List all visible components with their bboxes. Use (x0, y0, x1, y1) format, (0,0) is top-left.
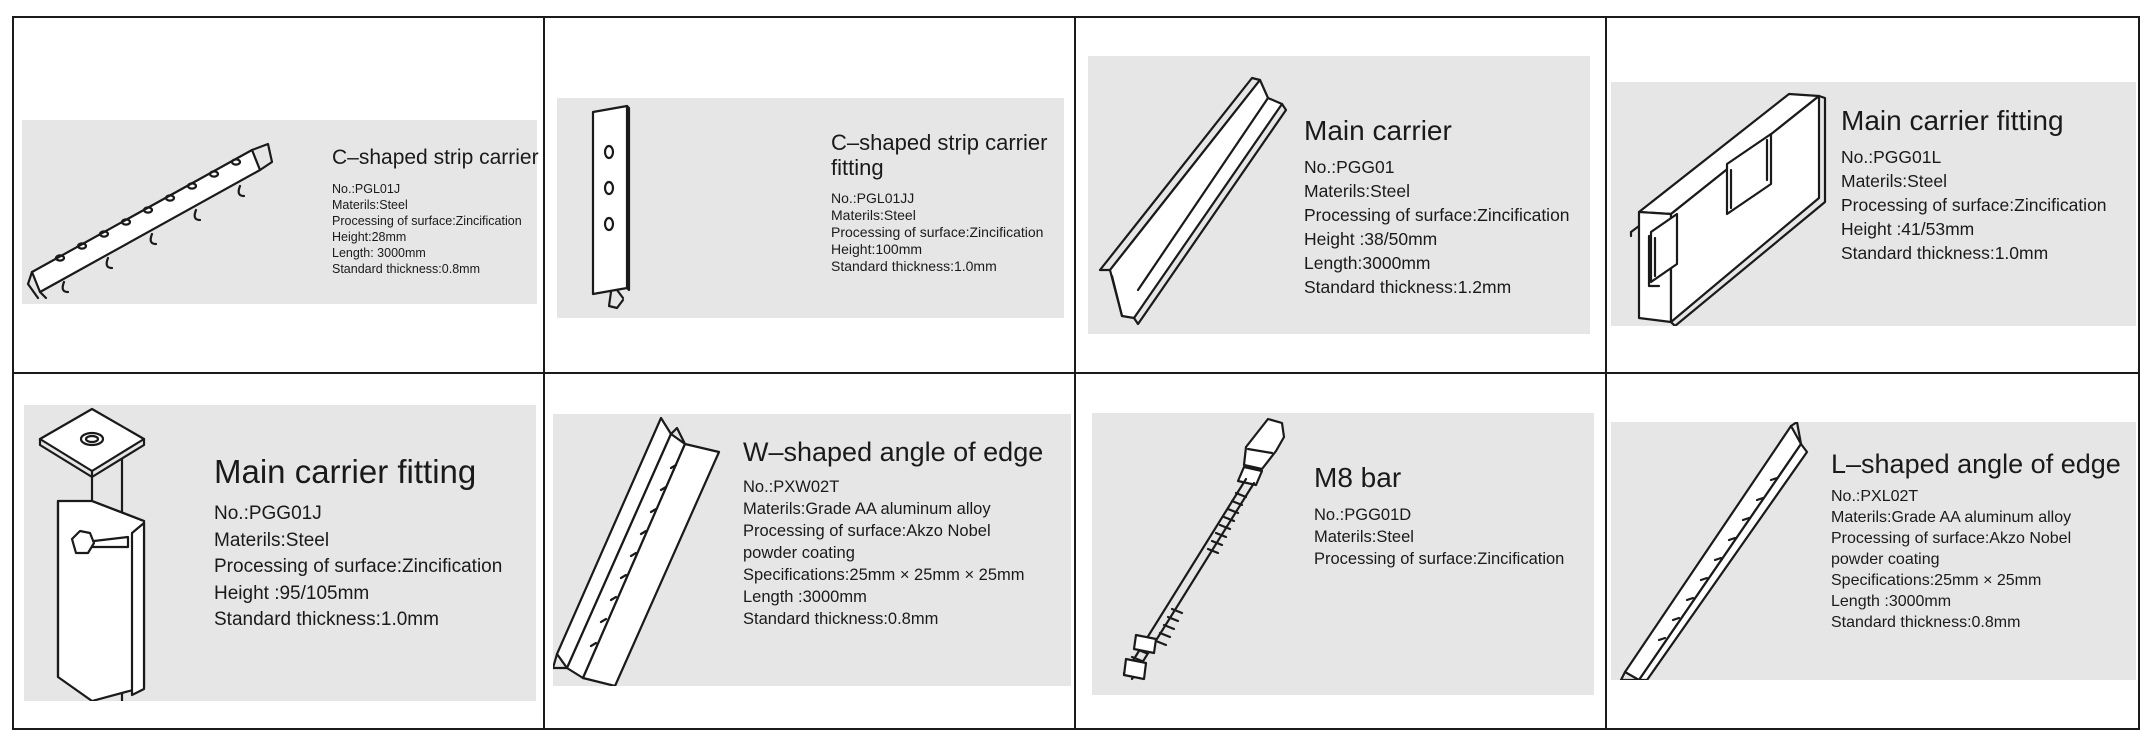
product-surface: Processing of surface:Akzo Nobel (743, 522, 991, 540)
product-thickness: Standard thickness:1.0mm (831, 258, 997, 274)
product-card-pgg01l (1607, 18, 2138, 374)
product-coating: powder coating (743, 544, 855, 562)
product-surface: Processing of surface:Zincification (1841, 195, 2107, 215)
product-title: L–shaped angle of edge (1831, 449, 2121, 479)
product-card-pgg01 (1076, 18, 1607, 374)
product-title: M8 bar (1314, 462, 1402, 493)
product-panel (1088, 56, 1590, 334)
product-number: No.:PXW02T (743, 478, 840, 496)
product-grid (12, 16, 2140, 730)
product-card-pgg01d (1076, 374, 1607, 728)
product-thickness: Standard thickness:1.0mm (214, 609, 439, 630)
product-surface: Processing of surface:Akzo Nobel (1831, 530, 2072, 547)
product-height: Height :95/105mm (214, 582, 370, 604)
product-material: Materils:Steel (1304, 181, 1411, 201)
product-number: No.:PGG01L (1841, 147, 1942, 167)
c-shaped-strip-carrier-icon (24, 122, 274, 302)
product-surface: Processing of surface:Zincification (214, 556, 503, 577)
product-card-pgl01jj (545, 18, 1076, 374)
product-surface: Processing of surface:Zincification (1304, 205, 1570, 225)
product-title: Main carrier fitting (1841, 105, 2064, 136)
product-panel (557, 98, 1064, 318)
m8-bar-icon (1096, 413, 1336, 695)
product-panel (1092, 413, 1594, 695)
product-length: Length :3000mm (1831, 593, 1952, 610)
product-card-pgl01j (14, 18, 545, 374)
product-height: Height:100mm (831, 241, 923, 257)
main-carrier-fitting-icon (1619, 86, 1831, 326)
product-thickness: Standard thickness:0.8mm (1831, 614, 2021, 631)
product-title-line2: fitting (831, 155, 884, 180)
main-carrier-fitting-hanger-icon (36, 405, 152, 701)
main-carrier-icon (1098, 70, 1298, 332)
product-thickness: Standard thickness:1.2mm (1304, 277, 1512, 297)
w-shaped-angle-icon (553, 414, 729, 686)
product-card-pxl02t (1607, 374, 2138, 728)
product-number: No.:PGL01J (332, 182, 401, 196)
product-number: No.:PGL01JJ (831, 190, 915, 206)
product-length: Length: 3000mm (332, 246, 426, 260)
product-height: Height :38/50mm (1304, 229, 1438, 249)
product-coating: powder coating (1831, 551, 1940, 568)
product-title: Main carrier (1304, 115, 1452, 146)
product-thickness: Standard thickness:0.8mm (743, 610, 939, 628)
product-panel (1611, 82, 2136, 326)
product-title: C–shaped strip carrier (831, 130, 1048, 155)
product-panel (553, 414, 1071, 686)
product-panel (1611, 422, 2136, 680)
l-shaped-angle-icon (1619, 422, 1809, 680)
product-thickness: Standard thickness:0.8mm (332, 262, 480, 276)
product-material: Materils:Steel (1841, 171, 1948, 191)
product-number: No.:PGG01J (214, 503, 322, 524)
product-material: Materils:Grade AA aluminum alloy (743, 500, 991, 518)
product-specifications: Specifications:25mm × 25mm (1831, 572, 2042, 589)
product-surface: Processing of surface:Zincification (1314, 550, 1565, 568)
product-length: Length:3000mm (1304, 253, 1431, 273)
product-card-pxw02t (545, 374, 1076, 728)
product-height: Height:28mm (332, 230, 407, 244)
product-number: No.:PGG01 (1304, 157, 1395, 177)
product-material: Materils:Grade AA aluminum alloy (1831, 509, 2072, 526)
product-material: Materils:Steel (1314, 528, 1414, 546)
product-title: Main carrier fitting (214, 453, 477, 490)
product-number: No.:PGG01D (1314, 506, 1412, 524)
product-thickness: Standard thickness:1.0mm (1841, 243, 2049, 263)
product-surface: Processing of surface:Zincification (831, 224, 1044, 240)
c-shaped-strip-carrier-fitting-icon (587, 102, 647, 316)
product-title: C–shaped strip carrier (332, 146, 539, 169)
product-title: W–shaped angle of edge (743, 437, 1044, 467)
product-panel (24, 405, 536, 701)
product-panel (22, 120, 537, 304)
product-material: Materils:Steel (332, 198, 408, 212)
product-length: Length :3000mm (743, 588, 867, 606)
product-number: No.:PXL02T (1831, 488, 1919, 505)
product-card-pgg01j (14, 374, 545, 728)
product-material: Materils:Steel (214, 529, 330, 551)
product-height: Height :41/53mm (1841, 219, 1975, 239)
product-surface: Processing of surface:Zincification (332, 214, 522, 228)
product-specifications: Specifications:25mm × 25mm × 25mm (743, 566, 1025, 584)
product-material: Materils:Steel (831, 207, 916, 223)
